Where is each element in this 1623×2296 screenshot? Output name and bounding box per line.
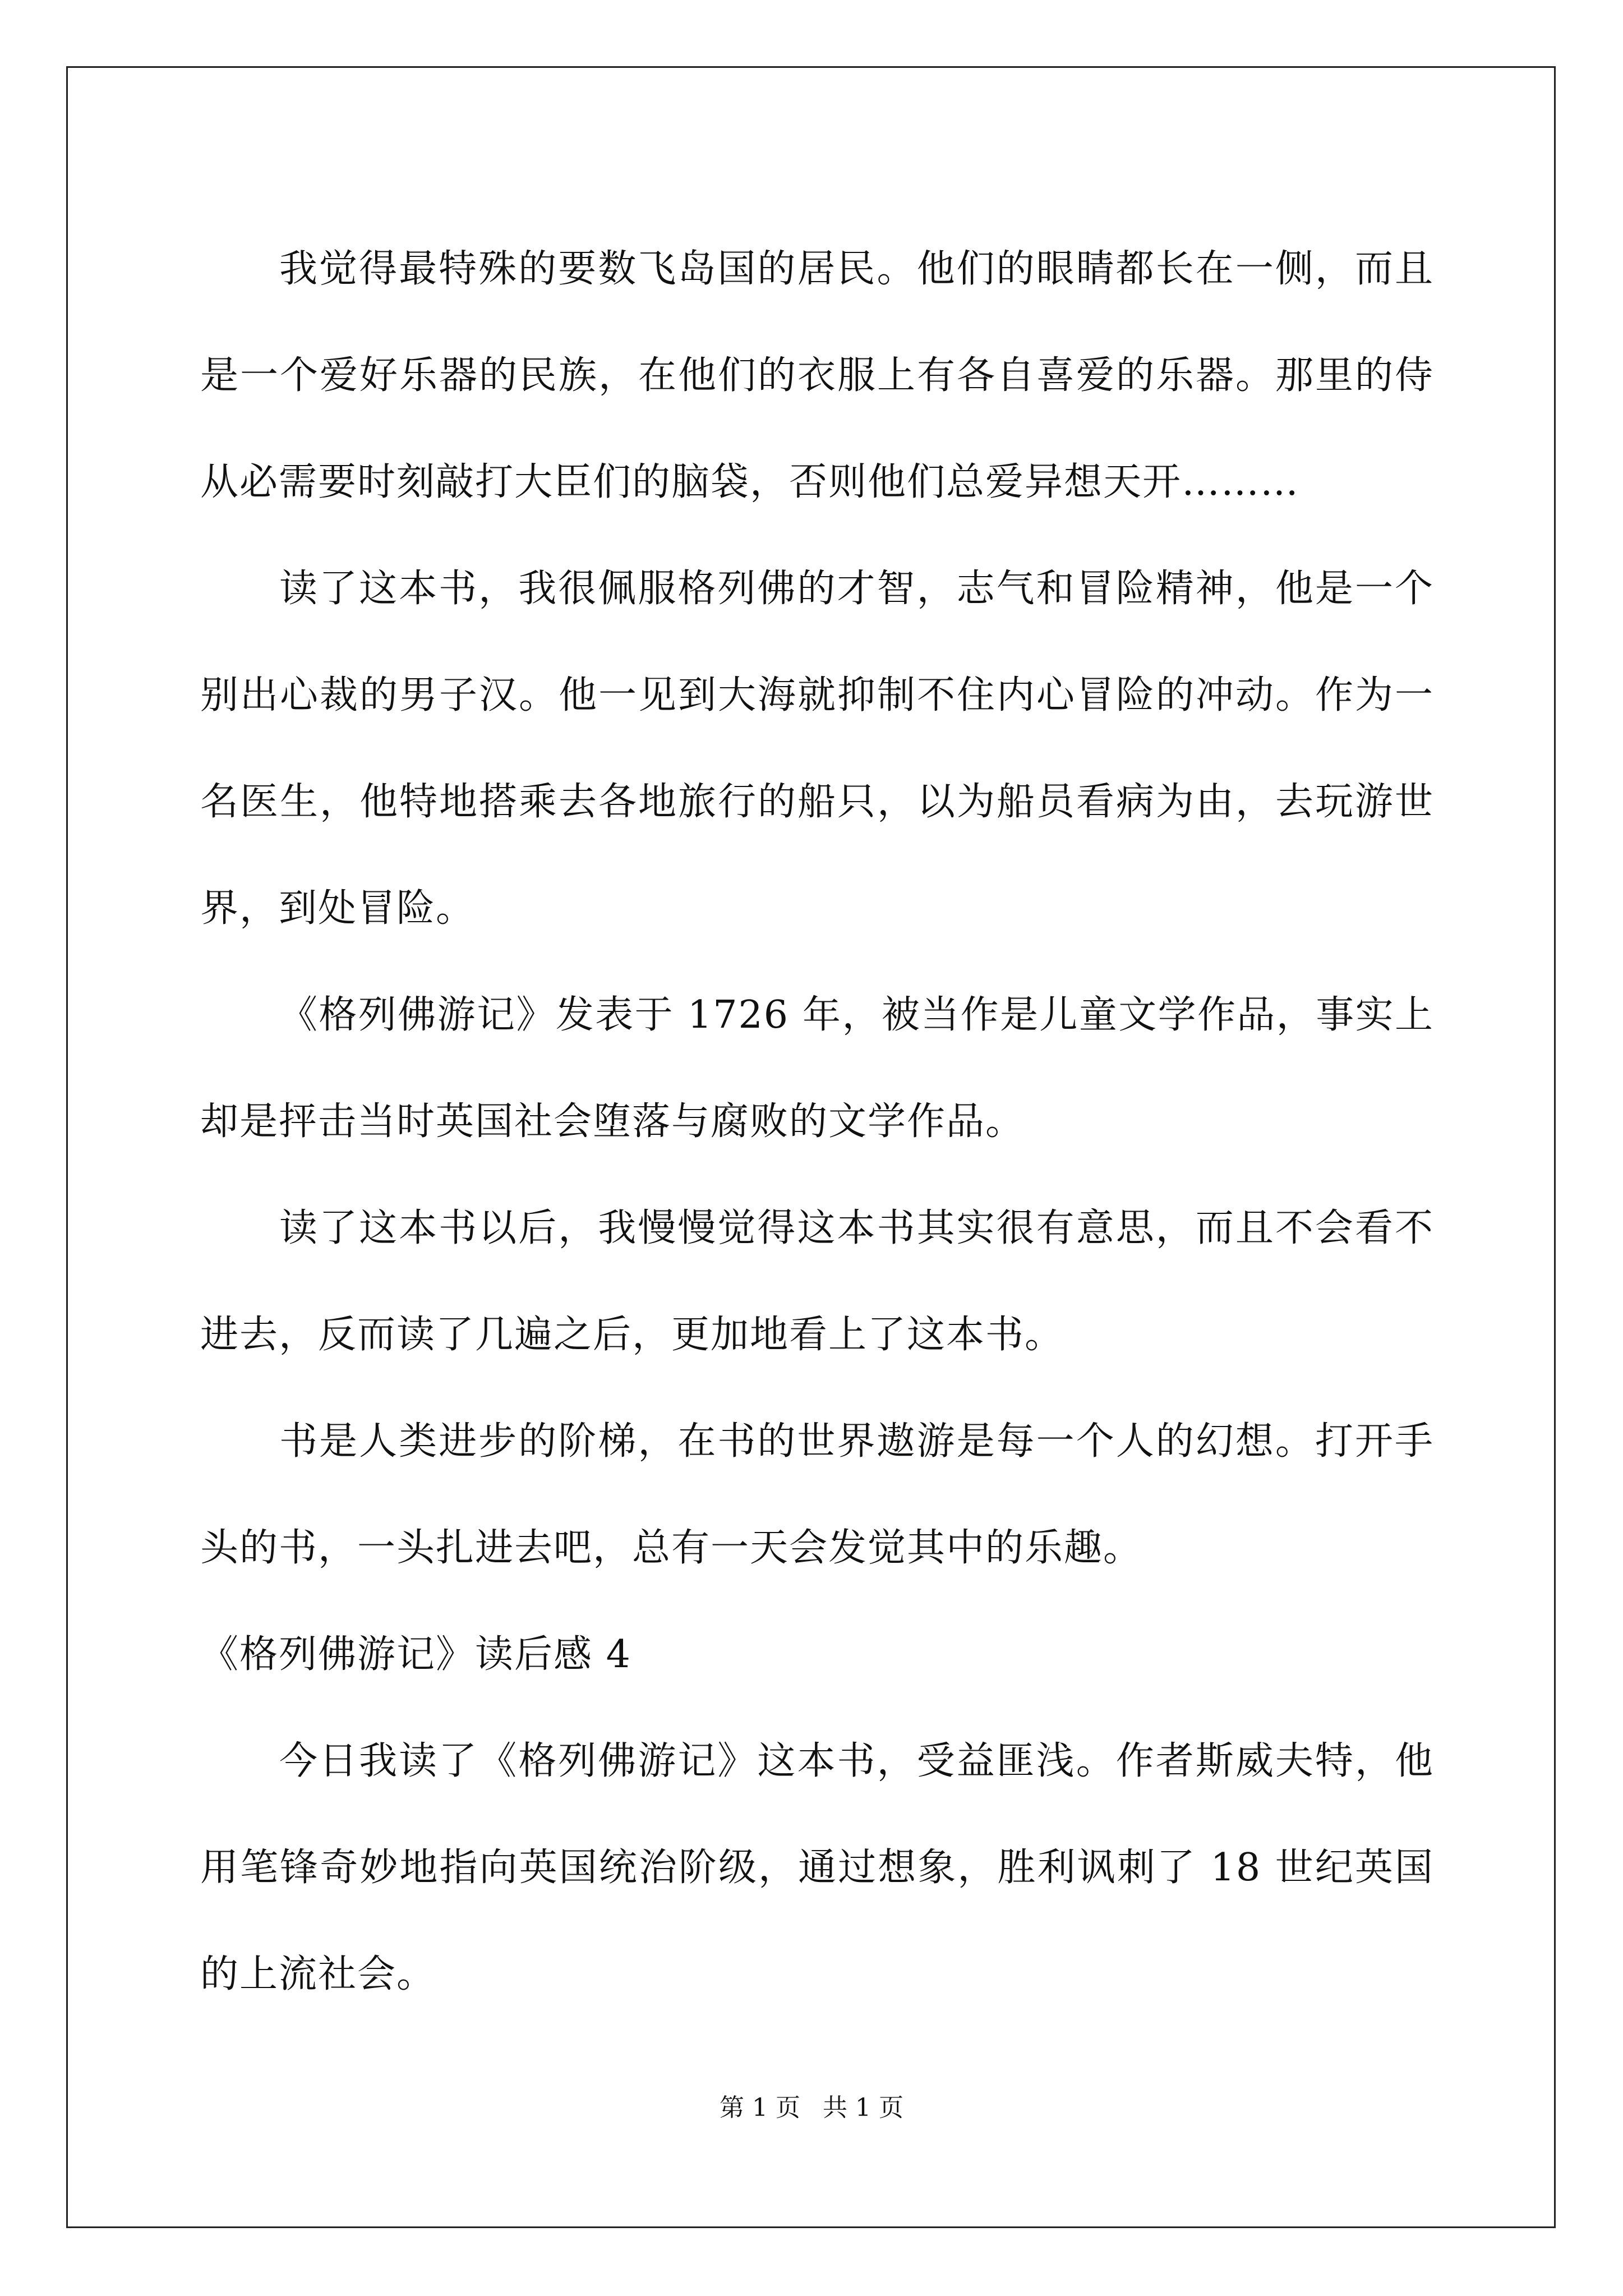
document-body <box>200 216 1434 2028</box>
page-footer <box>0 2091 1623 2125</box>
paragraph-books-ladder: 书是人类进步的阶梯，在书的世界遨游是每一个人的幻想。打开手头的书，一头扎进去吧，总有一天会发觉其中的乐趣。 <box>200 1419 1434 1570</box>
paragraph-reflection: 读了这本书以后，我慢慢觉得这本书其实很有意思，而且不会看不进去，反而读了几遍之后，更加地看上了这本书。 <box>200 1206 1434 1357</box>
section-heading: 《格列佛游记》读后感 4 <box>200 1632 631 1677</box>
paragraph-flying-island: 我觉得最特殊的要数飞岛国的居民。他们的眼睛都长在一侧，而且是一个爱好乐器的民族，在他们的衣服上有各自喜爱的乐器。那里的侍从必需要时刻敲打大臣们的脑袋，否则他们总爱异想天开……… <box>200 247 1434 504</box>
paragraph-review-4: 今日我读了《格列佛游记》这本书，受益匪浅。作者斯威夫特，他用笔锋奇妙地指向英国统治阶级，通过想象，胜利讽刺了 18 世纪英国的上流社会。 <box>200 1739 1434 1996</box>
page-number-current: 第 1 页 <box>720 2093 800 2122</box>
paragraph-admiration: 读了这本书，我很佩服格列佛的才智，志气和冒险精神，他是一个别出心裁的男子汉。他一见到大海就抑制不住内心冒险的冲动。作为一名医生，他特地搭乘去各地旅行的船只，以为船员看病为由，去玩游世界，到处冒险。 <box>200 567 1434 931</box>
page-number-total: 共 1 页 <box>823 2093 903 2122</box>
paragraph-publication: 《格列佛游记》发表于 1726 年，被当作是儿童文学作品，事实上却是抨击当时英国社会堕落与腐败的文学作品。 <box>200 993 1434 1144</box>
